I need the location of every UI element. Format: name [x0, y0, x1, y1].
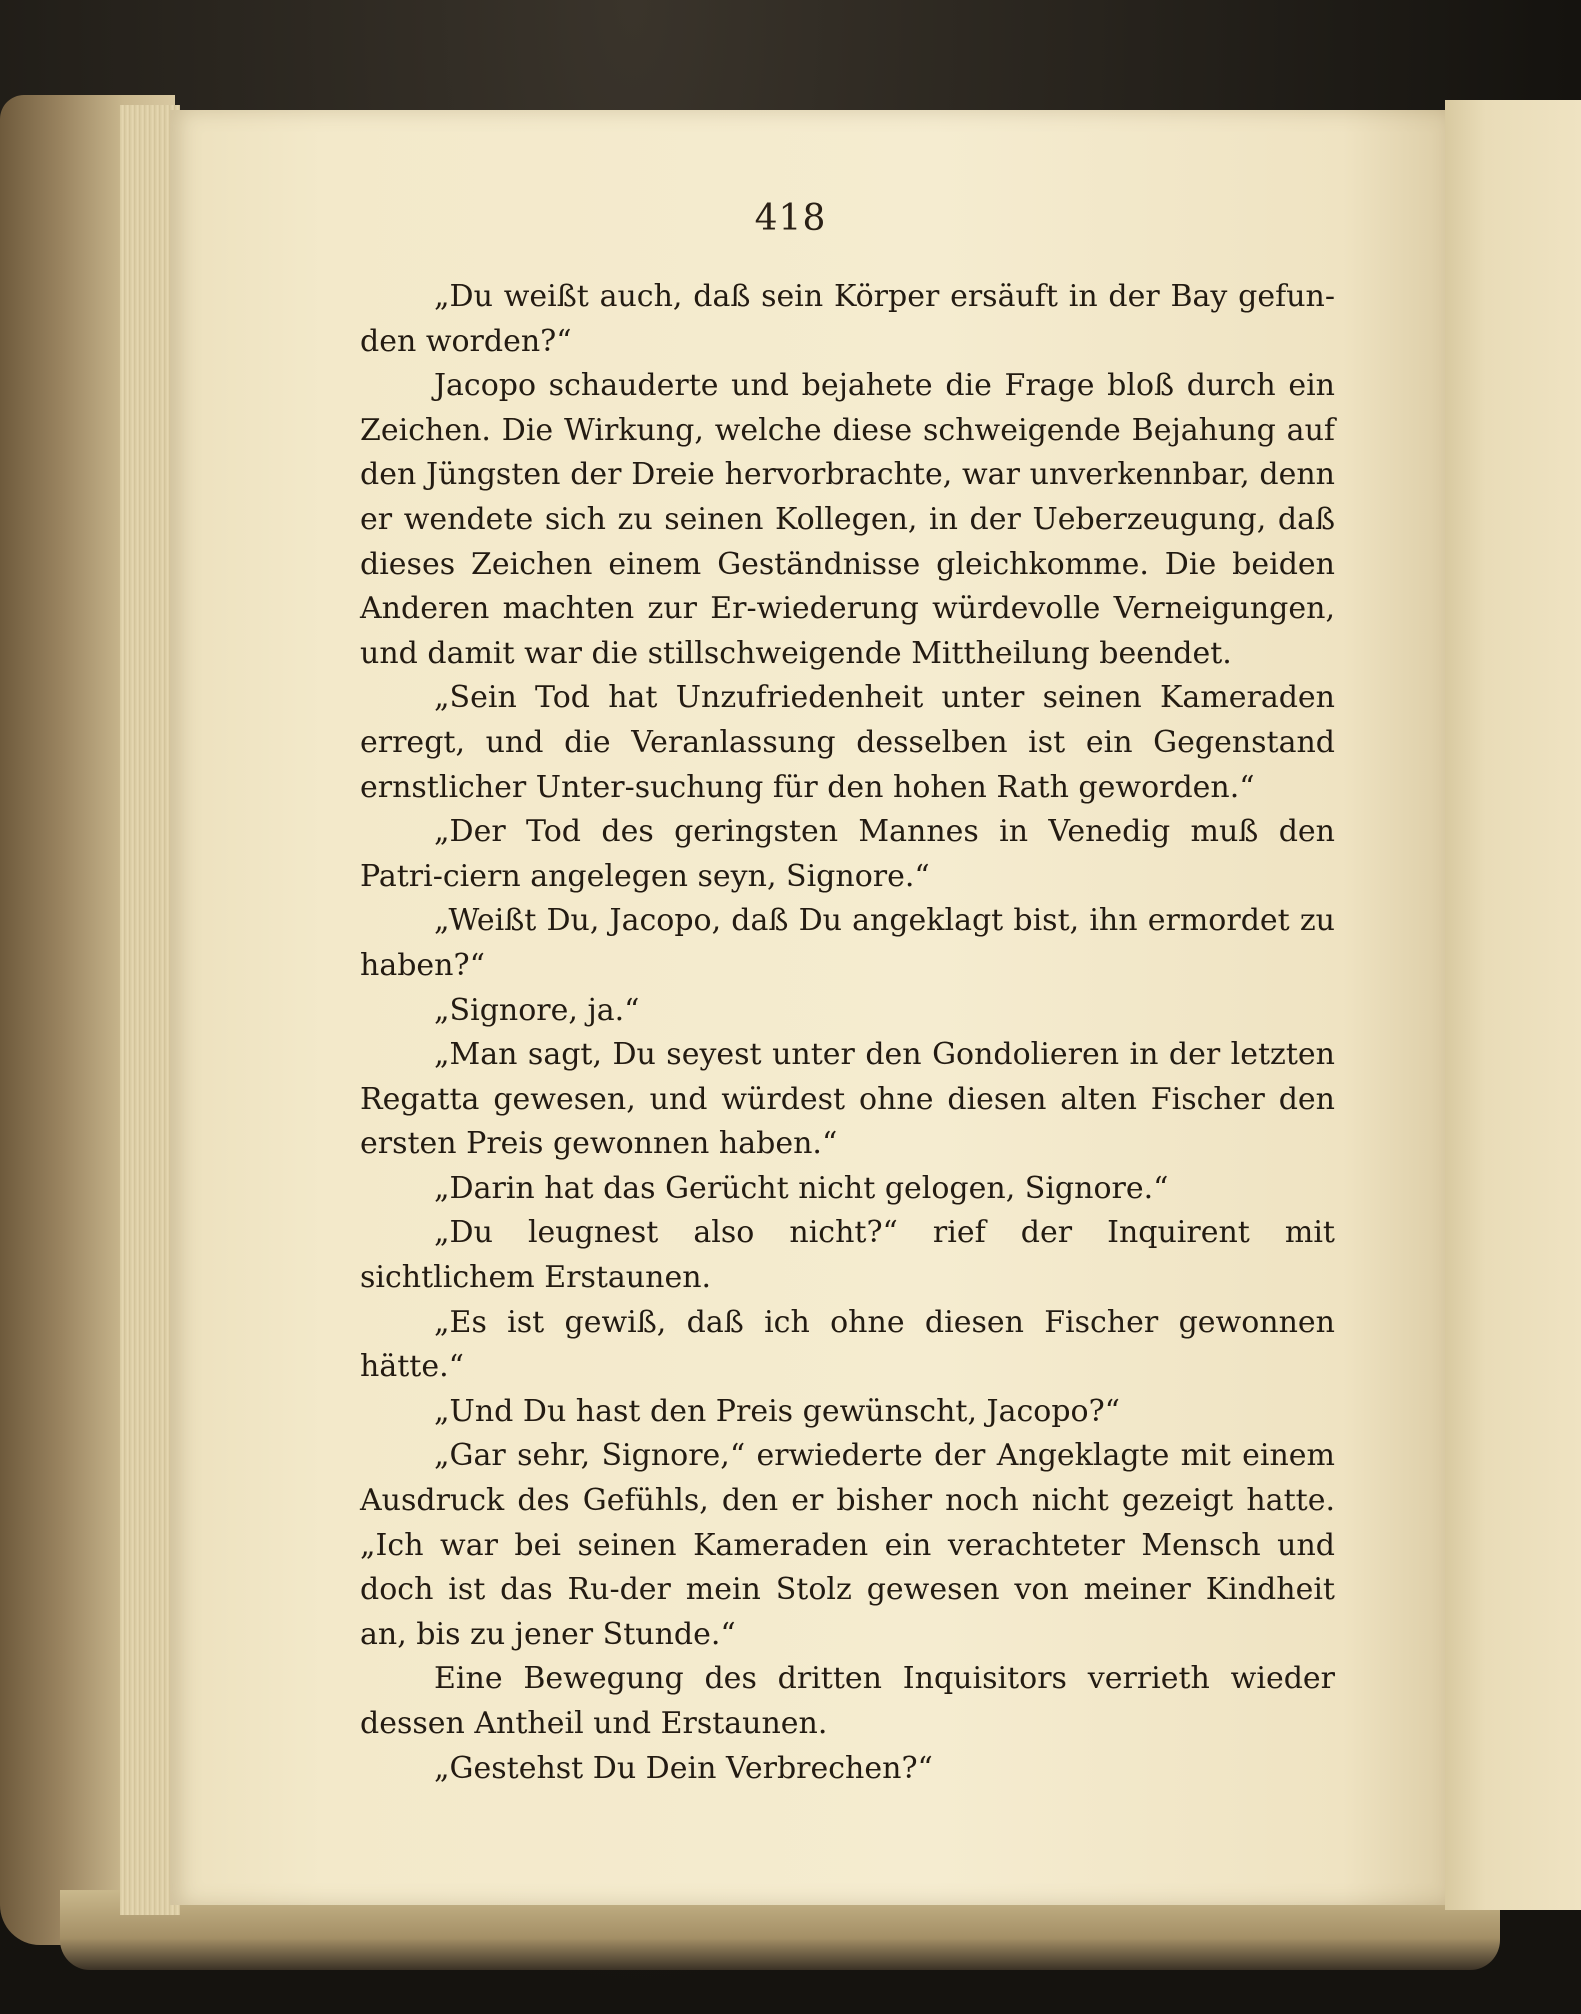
paragraph: Eine Bewegung des dritten Inquisitors verrieth wieder dessen Antheil und Erstaunen.: [360, 1661, 1335, 1741]
paragraph: „Signore, ja.“: [434, 992, 640, 1028]
page-number: 418: [754, 198, 827, 239]
paragraph: „Und Du hast den Preis gewünscht, Jacopo?“: [434, 1393, 1121, 1429]
paragraph: Jacopo schauderte und bejahete die Frage bloß durch ein Zeichen. Die Wirkung, welche diese schweigende Bejahung auf den Jüngsten der Dreie hervorbrachte, war unverkennbar, denn er wendete sich zu seinen Kollegen, in der Ueberzeugung, daß dieses Zeichen einem Geständnisse gleichkomme. Die beiden Anderen machten zur Er-wiederung würdevolle Verneigungen, und damit war die stillschweigende Mittheilung beendet.: [360, 368, 1335, 671]
paragraph: „Darin hat das Gerücht nicht gelogen, Signore.“: [434, 1170, 1169, 1206]
paragraph: „Man sagt, Du seyest unter den Gondolieren in der letzten Regatta gewesen, und würdest ohne diesen alten Fischer den ersten Preis gewonnen haben.“: [360, 1037, 1335, 1162]
paragraph: „Gar sehr, Signore,“ erwiederte der Angeklagte mit einem Ausdruck des Gefühls, den er bisher noch nicht gezeigt hatte. „Ich war bei seinen Kameraden ein verachteter Mensch und doch ist das Ru-der mein Stolz gewesen von meiner Kindheit an, bis zu jener Stunde.“: [360, 1438, 1335, 1652]
facing-page-edge: [1445, 100, 1581, 1910]
body-text: [360, 275, 1335, 1791]
paragraph: „Du weißt auch, daß sein Körper ersäuft in der Bay gefun-den worden?“: [360, 279, 1335, 359]
paragraph: „Sein Tod hat Unzufriedenheit unter seinen Kameraden erregt, und die Veranlassung desselben ist ein Gegenstand ernstlicher Unter-suchung für den hohen Rath geworden.“: [360, 680, 1335, 805]
paragraph: „Der Tod des geringsten Mannes in Venedig muß den Patri-ciern angelegen seyn, Signore.“: [360, 814, 1335, 894]
paragraph: „Es ist gewiß, daß ich ohne diesen Fischer gewonnen hätte.“: [360, 1304, 1335, 1385]
paragraph: „Weißt Du, Jacopo, daß Du angeklagt bist, ihn ermordet zu haben?“: [360, 903, 1335, 983]
paragraph: „Gestehst Du Dein Verbrechen?“: [434, 1750, 933, 1786]
paragraph: „Du leugnest also nicht?“ rief der Inquirent mit sichtlichem Erstaunen.: [360, 1215, 1335, 1296]
